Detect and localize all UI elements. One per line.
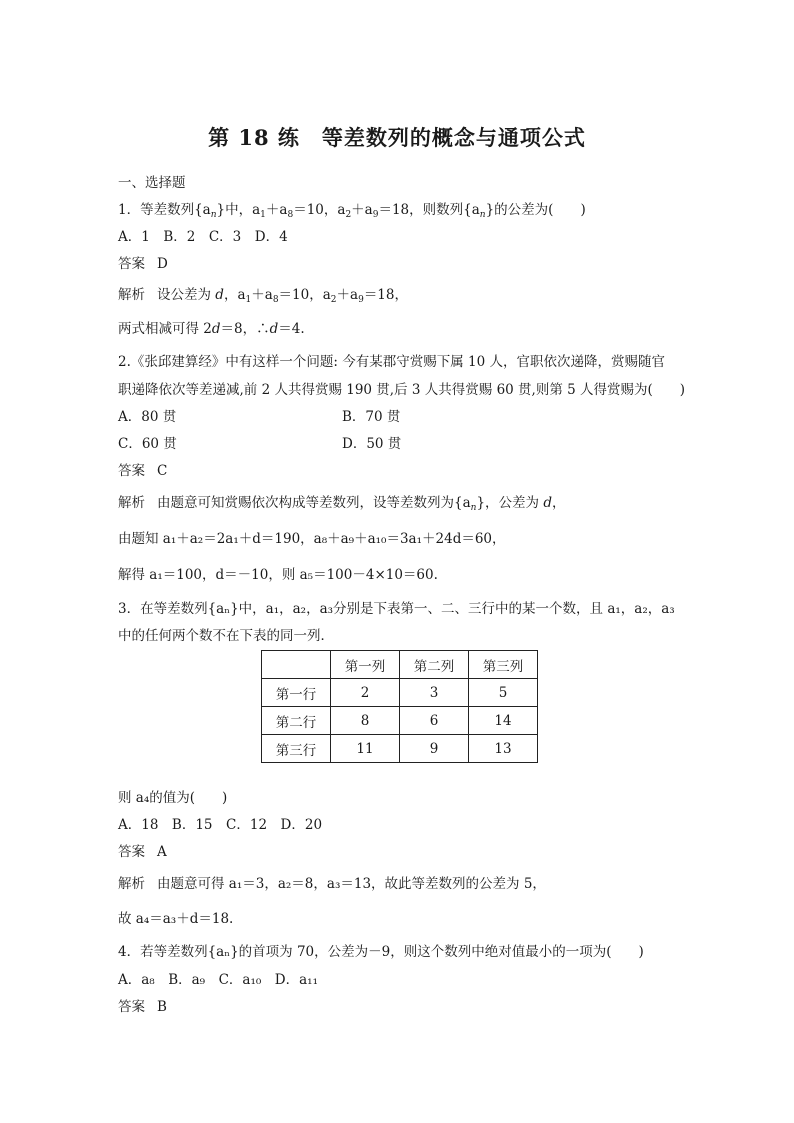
q2-option-b: B．70 贯: [342, 409, 401, 425]
q2-option-a: A．80 贯: [118, 409, 177, 425]
q3-table: [261, 650, 538, 763]
table-header-row: [262, 651, 538, 679]
q2-analysis-line1: 解析 由题意可知赏赐依次构成等差数列，设等差数列为$\{a_n\}$，公差为 d，: [118, 495, 566, 513]
page-title: 第 18 练 等差数列的概念与通项公式: [208, 125, 586, 150]
q1-analysis-line2: 两式相减可得 2d＝8，∴d＝4.: [118, 321, 305, 337]
table-cell: 13: [469, 735, 538, 763]
table-cell: 3: [400, 679, 469, 707]
q1-stem: 1．等差数列$\{a_n\}$中，$a_1+a_8=10$，$a_2+a_9=18$，则数列$\{a_n\}$的公差为( ): [118, 202, 586, 220]
table-cell: 第二行: [262, 707, 331, 735]
section-heading: 一、选择题: [118, 175, 186, 191]
q2-analysis-line2: 由题知 a₁＋a₂＝2a₁＋d＝190，a₈＋a₉＋a₁₀＝3a₁＋24d＝60，: [118, 531, 506, 547]
q4-options: A．a₈ B．a₉ C．a₁₀ D．a₁₁: [118, 972, 318, 988]
table-row: [262, 707, 538, 735]
table-cell: 第一行: [262, 679, 331, 707]
table-cell: 第二列: [400, 651, 469, 679]
table-cell: 5: [469, 679, 538, 707]
q2-answer: 答案 C: [118, 463, 168, 479]
q2-stem-line1: 2.《张邱建算经》中有这样一个问题: 今有某郡守赏赐下属 10 人，官职依次递降，赏赐随官: [118, 354, 665, 370]
table-cell: 14: [469, 707, 538, 735]
table-cell: 8: [331, 707, 400, 735]
table-cell: 11: [331, 735, 400, 763]
q1-options: A．1 B．2 C．3 D．4: [118, 229, 288, 245]
q4-stem: 4．若等差数列{aₙ}的首项为 70，公差为－9，则这个数列中绝对值最小的一项为( ): [118, 944, 644, 960]
table-row: [262, 679, 538, 707]
table-cell: 6: [400, 707, 469, 735]
q3-analysis-line1: 解析 由题意可得 a₁＝3，a₂＝8，a₃＝13，故此等差数列的公差为 5，: [118, 876, 546, 892]
q1-answer: 答案 D: [118, 256, 168, 272]
q2-option-c: C．60 贯: [118, 436, 177, 452]
q3-ask: 则 a₄的值为( ): [118, 790, 228, 806]
q2-option-d: D．50 贯: [342, 436, 402, 452]
q3-options: A．18 B．15 C．12 D．20: [118, 817, 323, 833]
table-cell: 2: [331, 679, 400, 707]
q3-analysis-line2: 故 a₄＝a₃＋d＝18.: [118, 911, 234, 927]
q2-analysis-line3: 解得 a₁＝100，d＝－10，则 a₅＝100－4×10＝60.: [118, 567, 438, 583]
table-row: [262, 735, 538, 763]
table-cell: 第一列: [331, 651, 400, 679]
table-cell: 第三行: [262, 735, 331, 763]
table-cell: 9: [400, 735, 469, 763]
q1-analysis-line1: 解析 设公差为 d，$a_1+a_8=10$，$a_2+a_9=18$，: [118, 287, 408, 305]
q3-stem-line2: 中的任何两个数不在下表的同一列．: [118, 628, 334, 644]
table-cell: [262, 651, 331, 679]
q3-stem-line1: 3．在等差数列{aₙ}中，a₁，a₂，a₃分别是下表第一、二、三行中的某一个数，且 a₁，a₂，a₃: [118, 601, 675, 617]
q4-answer: 答案 B: [118, 999, 167, 1015]
table-cell: 第三列: [469, 651, 538, 679]
q2-stem-line2: 职递降依次等差递减,前 2 人共得赏赐 190 贯,后 3 人共得赏赐 60 贯,则第 5 人得赏赐为( ): [118, 382, 686, 398]
q3-answer: 答案 A: [118, 844, 167, 860]
